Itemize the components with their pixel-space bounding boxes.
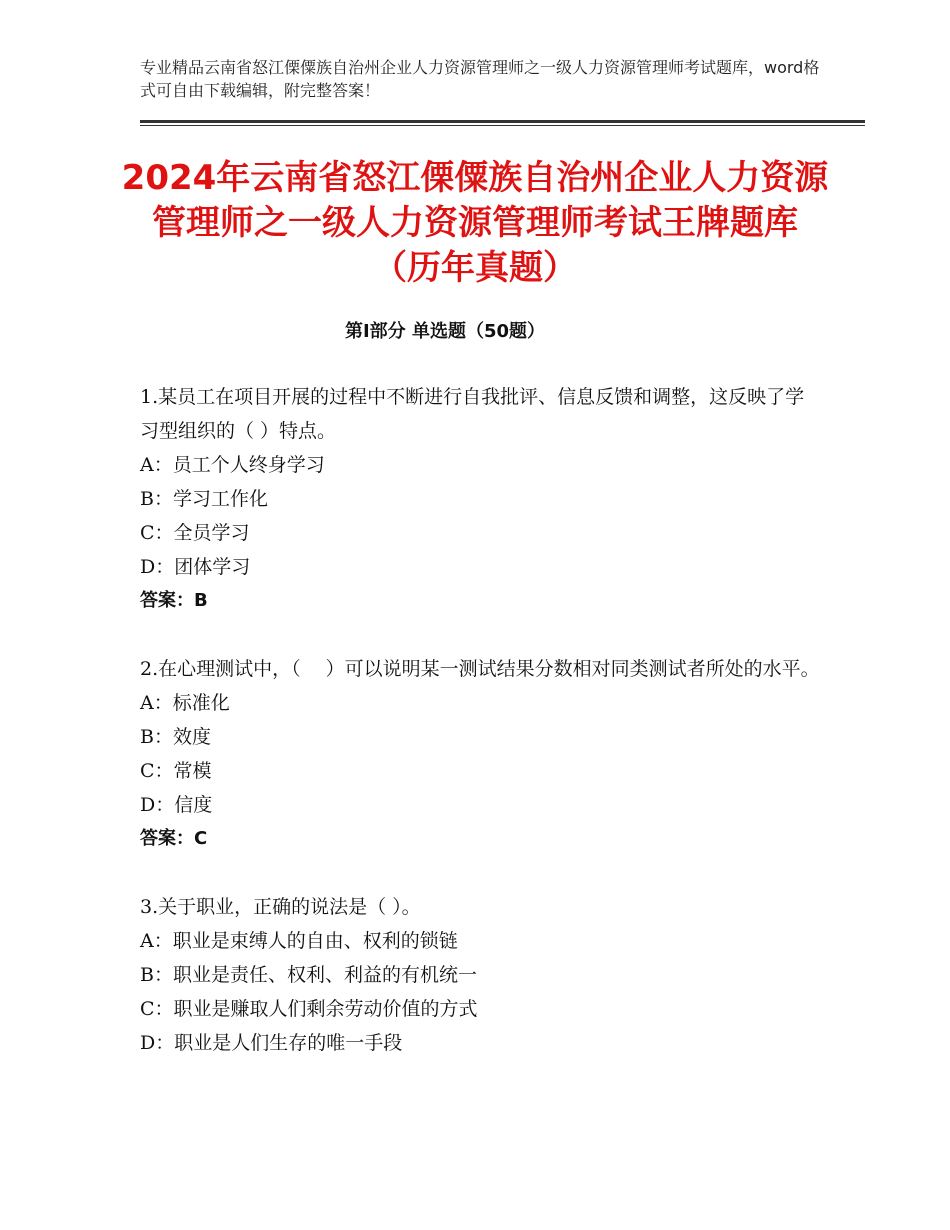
option-d: D：信度: [140, 794, 213, 816]
header-note: 专业精品云南省怒江傈僳族自治州企业人力资源管理师之一级人力资源管理师考试题库，word格式可自由下载编辑，附完整答案！: [140, 58, 820, 100]
question-1: [140, 380, 820, 618]
option-a: A：职业是束缚人的自由、权利的锁链: [140, 930, 458, 952]
question-3: [140, 890, 820, 1060]
section-title: 第Ⅰ部分 单选题（50题）: [344, 321, 545, 342]
question-list: [140, 380, 820, 1094]
option-b: B：效度: [140, 726, 211, 748]
option-d: D：职业是人们生存的唯一手段: [140, 1032, 403, 1054]
header-divider-thin: [140, 125, 865, 126]
option-c: C：职业是赚取人们剩余劳动价值的方式: [140, 998, 478, 1020]
question-stem: 3.关于职业，正确的说法是（ ）。: [140, 896, 421, 918]
option-b: B：学习工作化: [140, 488, 268, 510]
question-2: [140, 652, 820, 856]
document-title: 2024年云南省怒江傈僳族自治州企业人力资源管理师之一级人力资源管理师考试王牌题库（历年真题）: [121, 158, 829, 288]
option-a: A：标准化: [140, 692, 230, 714]
option-c: C：常模: [140, 760, 212, 782]
question-stem: 1.某员工在项目开展的过程中不断进行自我批评、信息反馈和调整，这反映了学习型组织的（ ）特点。: [140, 386, 805, 442]
answer: 答案：C: [140, 828, 208, 849]
option-a: A：员工个人终身学习: [140, 454, 325, 476]
header-divider-thick: [140, 120, 865, 123]
option-d: D：团体学习: [140, 556, 251, 578]
option-c: C：全员学习: [140, 522, 250, 544]
question-stem: 2.在心理测试中，（ ）可以说明某一测试结果分数相对同类测试者所处的水平。: [140, 658, 820, 680]
option-b: B：职业是责任、权利、利益的有机统一: [140, 964, 477, 986]
answer: 答案：B: [140, 590, 208, 611]
